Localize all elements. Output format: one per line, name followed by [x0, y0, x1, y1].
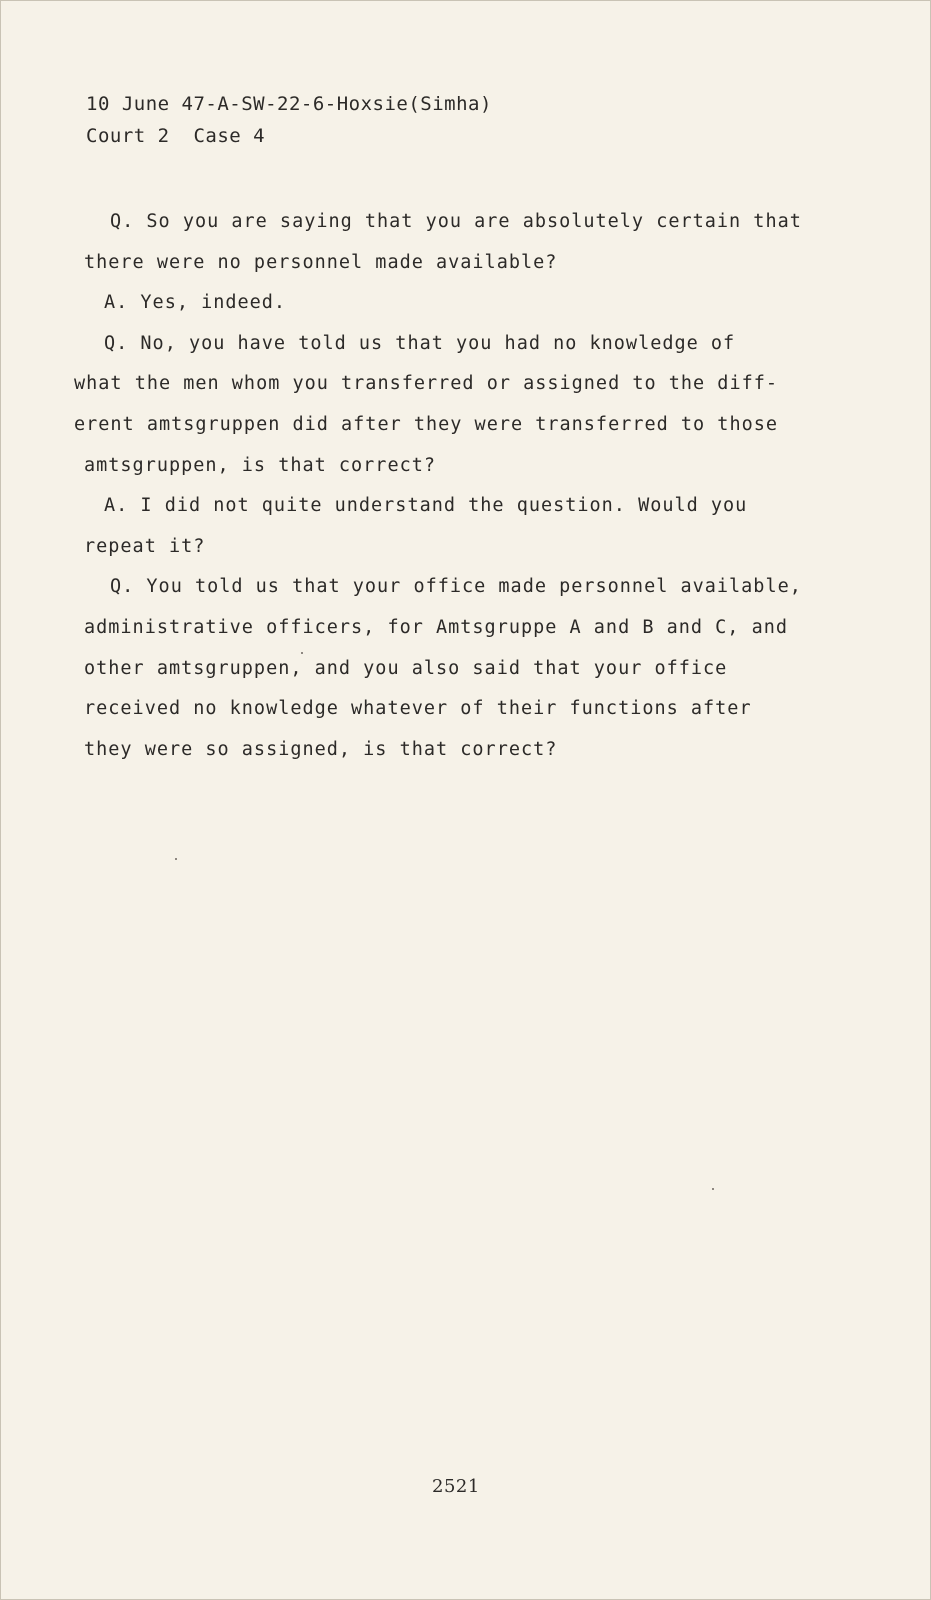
transcript-line: Q. You told us that your office made personnel available,	[110, 576, 802, 598]
transcript-body	[74, 202, 824, 770]
transcript-line: amtsgruppen, is that correct?	[84, 454, 437, 476]
transcript-line: A. I did not quite understand the question. Would you	[104, 495, 748, 517]
transcript-line: Q. So you are saying that you are absolutely certain that	[110, 211, 802, 232]
transcript-line: there were no personnel made available?	[84, 251, 558, 273]
transcript-line: other amtsgruppen, and you also said that your office	[84, 657, 728, 679]
paper-speck	[712, 1188, 714, 1190]
paper-speck	[175, 858, 177, 860]
transcript-line: what the men whom you transferred or assigned to the diff-	[74, 373, 779, 395]
paper-speck	[301, 652, 303, 654]
transcript-line: administrative officers, for Amtsgruppe A and B and C, and	[84, 616, 789, 638]
transcript-line: they were so assigned, is that correct?	[84, 738, 558, 760]
document-header	[86, 88, 492, 152]
transcript-line: A. Yes, indeed.	[104, 292, 287, 314]
header-court-case: Court 2 Case 4	[86, 125, 266, 147]
transcript-line: repeat it?	[84, 535, 206, 557]
transcript-line: received no knowledge whatever of their functions after	[84, 698, 752, 720]
transcript-line: Q. No, you have told us that you had no knowledge of	[104, 332, 736, 354]
page-number: 2521	[432, 1476, 480, 1497]
transcript-line: erent amtsgruppen did after they were transferred to those	[74, 413, 779, 435]
header-date-reference: 10 June 47-A-SW-22-6-Hoxsie(Simha)	[86, 93, 492, 115]
